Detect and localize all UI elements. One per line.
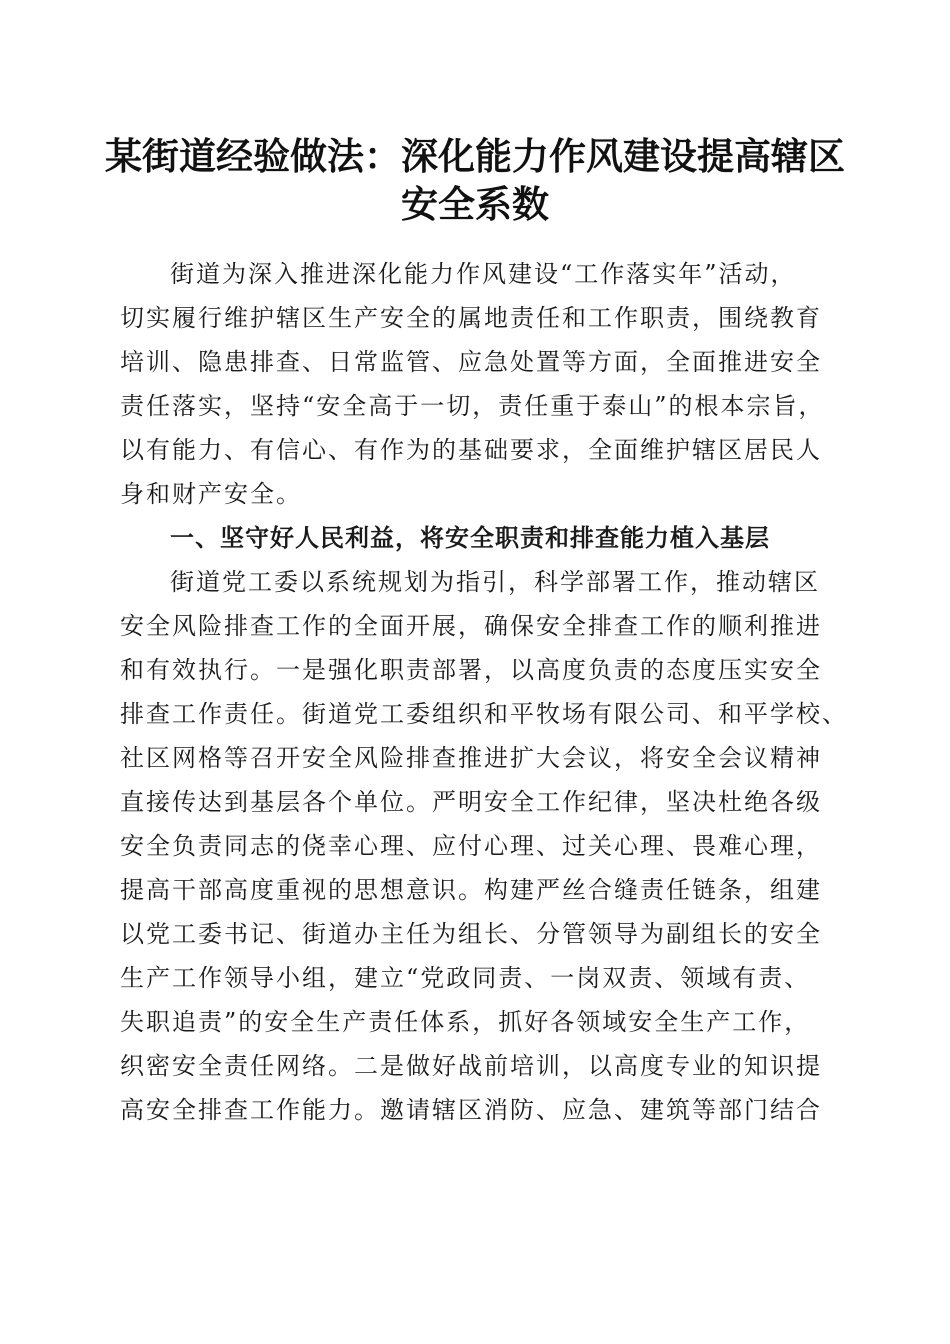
document-body [120,252,848,1132]
paragraph-line: 排查工作责任。街道党工委组织和平牧场有限公司、和平学校、 [120,700,848,728]
paragraph-line: 提高干部高度重视的思想意识。构建严丝合缝责任链条，组建 [120,876,822,904]
paragraph-line: 织密安全责任网络。二是做好战前培训，以高度专业的知识提 [120,1052,822,1080]
paragraph-line: 安全负责同志的侥幸心理、应付心理、过关心理、畏难心理， [120,832,822,860]
paragraph-line: 社区网格等召开安全风险排查推进扩大会议，将安全会议精神 [120,744,822,772]
paragraph-line: 切实履行维护辖区生产安全的属地责任和工作职责，围绕教育 [120,304,822,332]
paragraph-section1 [120,560,848,1132]
paragraph-line: 高安全排查工作能力。邀请辖区消防、应急、建筑等部门结合 [120,1096,822,1124]
paragraph-line: 直接传达到基层各个单位。严明安全工作纪律，坚决杜绝各级 [120,788,822,816]
paragraph-line: 街道党工委以系统规划为指引，科学部署工作，推动辖区 [170,568,820,596]
paragraph-line: 以党工委书记、街道办主任为组长、分管领导为副组长的安全 [120,920,822,948]
section-heading: 一、坚守好人民利益，将安全职责和排查能力植入基层 [170,524,770,552]
paragraph-line: 身和财产安全。 [120,480,302,508]
paragraph-line: 失职追责”的安全生产责任体系，抓好各领域安全生产工作， [120,1008,811,1036]
paragraph-line: 和有效执行。一是强化职责部署，以高度负责的态度压实安全 [120,656,822,684]
paragraph-line: 以有能力、有信心、有作为的基础要求，全面维护辖区居民人 [120,436,822,464]
paragraph-intro [120,252,840,516]
paragraph-line: 街道为深入推进深化能力作风建设“工作落实年”活动， [170,260,797,288]
title-line-2: 安全系数 [401,182,549,226]
paragraph-line: 安全风险排查工作的全面开展，确保安全排查工作的顺利推进 [120,612,822,640]
paragraph-line: 责任落实，坚持“安全高于一切，责任重于泰山”的根本宗旨， [120,392,825,420]
title-line-1: 某街道经验做法：深化能力作风建设提高辖区 [105,134,845,178]
page-title [100,132,850,228]
paragraph-line: 培训、隐患排查、日常监管、应急处置等方面，全面推进安全 [120,348,822,376]
paragraph-line: 生产工作领导小组，建立“党政同责、一岗双责、领域有责、 [120,964,811,992]
